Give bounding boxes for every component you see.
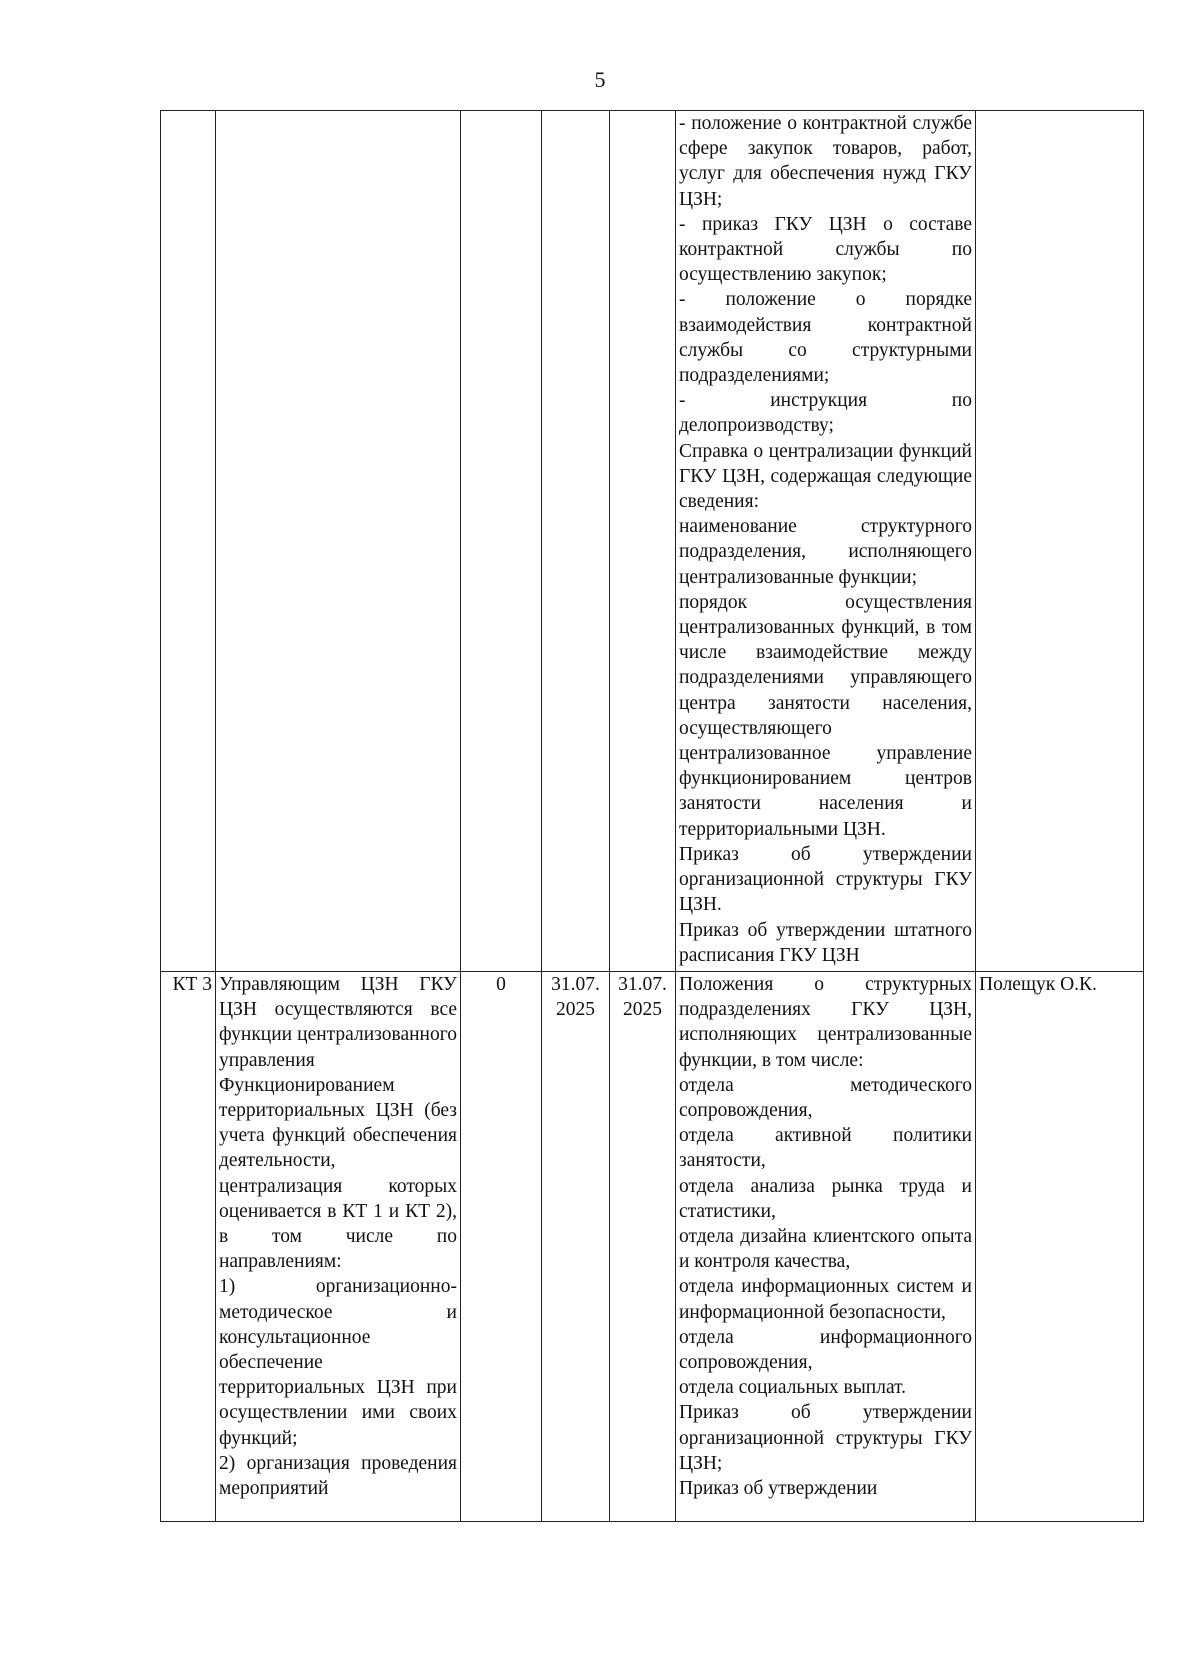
row-code (161, 111, 216, 972)
row-responsible (976, 111, 1144, 972)
row-base-value (461, 111, 542, 972)
row-description (216, 111, 461, 972)
row-base-value: 0 (461, 972, 542, 1522)
row-documents: Положения о структурных подразделениях ГКУ ЦЗН, исполняющих централизованные функции, в том числе: отдела методического сопровождения, отдела активной политики занятости, отдела анализа рынка труда и статистики, отдела дизайна клиентского опыта и контроля качества, отдела информационных систем и информационной безопасности, отдела информационного сопровождения, отдела социальных выплат. Приказ об утверждении организационной структуры ГКУ ЦЗН; Приказ об утверждении (676, 972, 976, 1522)
table-row (161, 972, 1144, 1522)
row-start-date (542, 111, 610, 972)
row-responsible: Полещук О.К. (976, 972, 1144, 1522)
row-code: КТ 3 (161, 972, 216, 1522)
row-documents: - положение о контрактной службе сфере закупок товаров, работ, услуг для обеспечения нужд ГКУ ЦЗН; - приказ ГКУ ЦЗН о составе контрактной службы по осуществлению закупок; - положение о порядке взаимодействия контрактной службы со структурными подразделениями; - инструкция по делопроизводству; Справка о централизации функций ГКУ ЦЗН, содержащая следующие сведения: наименование структурного подразделения, исполняющего централизованные функции; порядок осуществления централизованных функций, в том числе взаимодействие между подразделениями управляющего центра занятости населения, осуществляющего централизованное управление функционированием центров занятости населения и территориальными ЦЗН. Приказ об утверждении организационной структуры ГКУ ЦЗН. Приказ об утверждении штатного расписания ГКУ ЦЗН (676, 111, 976, 972)
row-start-date: 31.07. 2025 (542, 972, 610, 1522)
page-number: 5 (594, 67, 606, 92)
row-end-date (610, 111, 676, 972)
row-end-date: 31.07. 2025 (610, 972, 676, 1522)
control-points-table (160, 110, 1144, 1522)
table-row (161, 111, 1144, 972)
row-description: Управляющим ЦЗН ГКУ ЦЗН осуществляются все функции централизованного управления Функционированием территориальных ЦЗН (без учета функций обеспечения деятельности, централизация которых оценивается в КТ 1 и КТ 2), в том числе по направлениям: 1) организационно-методическое и консультационное обеспечение территориальных ЦЗН при осуществлении ими своих функций; 2) организация проведения мероприятий (216, 972, 461, 1522)
